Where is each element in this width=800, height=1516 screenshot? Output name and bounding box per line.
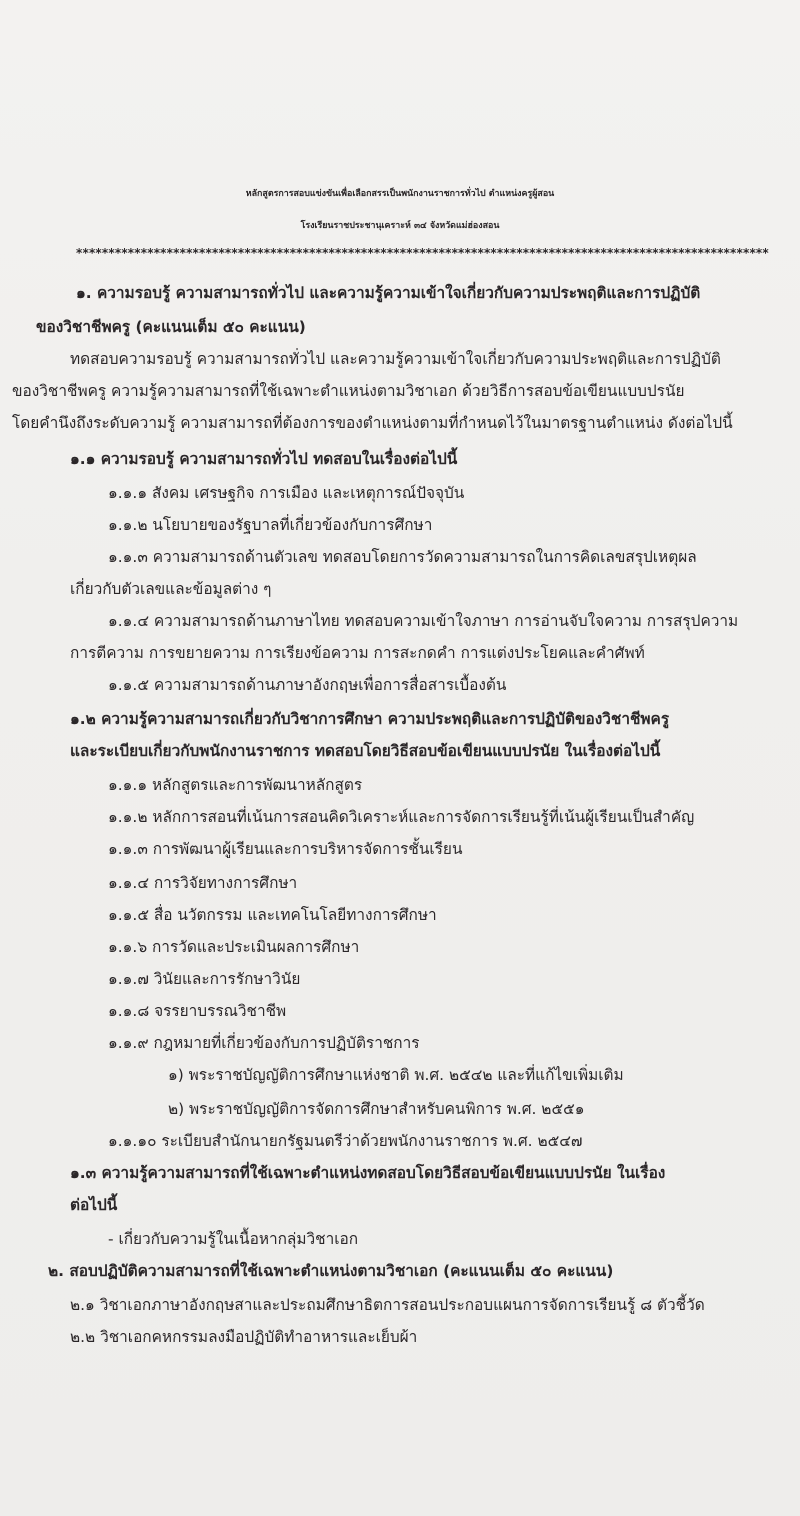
section-2-heading: ๒. สอบปฏิบัติความสามารถที่ใช้เฉพาะตำแหน่งตามวิชาเอก (คะแนนเต็ม ๕๐ คะแนน) — [48, 1262, 614, 1280]
document-title-line-2: โรงเรียนราชประชานุเคราะห์ ๓๔ จังหวัดแม่ฮ่องสอน — [300, 221, 500, 231]
list-item-1-2-3: ๑.๑.๓ การพัฒนาผู้เรียนและการบริหารจัดการชั้นเรียน — [108, 840, 463, 858]
list-item-1-1-2: ๑.๑.๒ นโยบายของรัฐบาลที่เกี่ยวข้องกับการศึกษา — [108, 516, 433, 534]
list-item-1-1-4-line-1: ๑.๑.๔ ความสามารถด้านภาษาไทย ทดสอบความเข้าใจภาษา การอ่านจับใจความ การสรุปความ — [108, 612, 739, 630]
subsection-1-2-heading-line-1: ๑.๒ ความรู้ความสามารถเกี่ยวกับวิชาการศึกษา ความประพฤติและการปฏิบัติของวิชาชีพครู — [70, 710, 670, 728]
list-item-1-2-9-sub-2: ๒) พระราชบัญญัติการจัดการศึกษาสำหรับคนพิการ พ.ศ. ๒๕๕๑ — [168, 1100, 585, 1118]
section-1-intro-line-2: ของวิชาชีพครู ความรู้ความสามารถที่ใช้เฉพาะตำแหน่งตามวิชาเอก ด้วยวิธีการสอบข้อเขียนแบบปรนัย — [12, 382, 685, 400]
subsection-1-1-heading: ๑.๑ ความรอบรู้ ความสามารถทั่วไป ทดสอบในเรื่องต่อไปนี้ — [70, 450, 458, 468]
list-item-1-1-3-line-1: ๑.๑.๓ ความสามารถด้านตัวเลข ทดสอบโดยการวัดความสามารถในการคิดเลขสรุปเหตุผล — [108, 548, 697, 566]
list-item-1-2-5: ๑.๑.๕ สื่อ นวัตกรรม และเทคโนโลยีทางการศึกษา — [108, 906, 437, 924]
list-item-1-1-3-line-2: เกี่ยวกับตัวเลขและข้อมูลต่าง ๆ — [70, 580, 272, 598]
list-item-1-3-1: - เกี่ยวกับความรู้ในเนื้อหากลุ่มวิชาเอก — [108, 1230, 359, 1248]
subsection-1-2-heading-line-2: และระเบียบเกี่ยวกับพนักงานราชการ ทดสอบโดยวิธีสอบข้อเขียนแบบปรนัย ในเรื่องต่อไปนี้ — [70, 742, 661, 760]
list-item-1-1-4-line-2: การตีความ การขยายความ การเรียงข้อความ การสะกดคำ การแต่งประโยคและคำศัพท์ — [70, 644, 645, 662]
section-1-intro-line-1: ทดสอบความรอบรู้ ความสามารถทั่วไป และความรู้ความเข้าใจเกี่ยวกับความประพฤติและการปฏิบัติ — [70, 350, 721, 368]
section-1-heading-line-1: ๑. ความรอบรู้ ความสามารถทั่วไป และความรู้ความเข้าใจเกี่ยวกับความประพฤติและการปฏิบัติ — [76, 284, 701, 302]
list-item-2-2: ๒.๒ วิชาเอกคหกรรมลงมือปฏิบัติทำอาหารและเย็บผ้า — [70, 1328, 418, 1346]
list-item-1-1-5: ๑.๑.๕ ความสามารถด้านภาษาอังกฤษเพื่อการสื่อสารเบื้องต้น — [108, 676, 507, 694]
document-title-line-1: หลักสูตรการสอบแข่งขันเพื่อเลือกสรรเป็นพนักงานราชการทั่วไป ตำแหน่งครูผู้สอน — [245, 189, 555, 199]
list-item-1-2-4: ๑.๑.๔ การวิจัยทางการศึกษา — [108, 874, 298, 892]
list-item-1-2-9-sub-1: ๑) พระราชบัญญัติการศึกษาแห่งชาติ พ.ศ. ๒๕๔๒ และที่แก้ไขเพิ่มเติม — [168, 1066, 624, 1084]
list-item-2-1: ๒.๑ วิชาเอกภาษาอังกฤษสาและประถมศึกษาธิตการสอนประกอบแผนการจัดการเรียนรู้ ๘ ตัวชี้วัด — [70, 1296, 705, 1314]
separator-line: *********************************************************************************************************** — [76, 246, 769, 260]
list-item-1-2-7: ๑.๑.๗ วินัยและการรักษาวินัย — [108, 970, 301, 988]
list-item-1-1-1: ๑.๑.๑ สังคม เศรษฐกิจ การเมือง และเหตุการณ์ปัจจุบัน — [108, 484, 465, 502]
subsection-1-3-heading-line-2: ต่อไปนี้ — [70, 1196, 118, 1214]
subsection-1-3-heading-line-1: ๑.๓ ความรู้ความสามารถที่ใช้เฉพาะตำแหน่งทดสอบโดยวิธีสอบข้อเขียนแบบปรนัย ในเรื่อง — [70, 1164, 666, 1182]
list-item-1-2-10: ๑.๑.๑๐ ระเบียบสำนักนายกรัฐมนตรีว่าด้วยพนักงานราชการ พ.ศ. ๒๕๔๗ — [108, 1132, 583, 1150]
list-item-1-2-1: ๑.๑.๑ หลักสูตรและการพัฒนาหลักสูตร — [108, 776, 363, 794]
section-1-heading-line-2: ของวิชาชีพครู (คะแนนเต็ม ๕๐ คะแนน) — [36, 318, 306, 336]
list-item-1-2-8: ๑.๑.๘ จรรยาบรรณวิชาชีพ — [108, 1002, 287, 1020]
section-1-intro-line-3: โดยคำนึงถึงระดับความรู้ ความสามารถที่ต้องการของตำแหน่งตามที่กำหนดไว้ในมาตรฐานตำแหน่ง ดังต่อไปนี้ — [12, 414, 733, 432]
list-item-1-2-6: ๑.๑.๖ การวัดและประเมินผลการศึกษา — [108, 938, 360, 956]
list-item-1-2-2: ๑.๑.๒ หลักการสอนที่เน้นการสอนคิดวิเคราะห์และการจัดการเรียนรู้ที่เน้นผู้เรียนเป็นสำคัญ — [108, 808, 695, 826]
list-item-1-2-9: ๑.๑.๙ กฎหมายที่เกี่ยวข้องกับการปฏิบัติราชการ — [108, 1034, 420, 1052]
